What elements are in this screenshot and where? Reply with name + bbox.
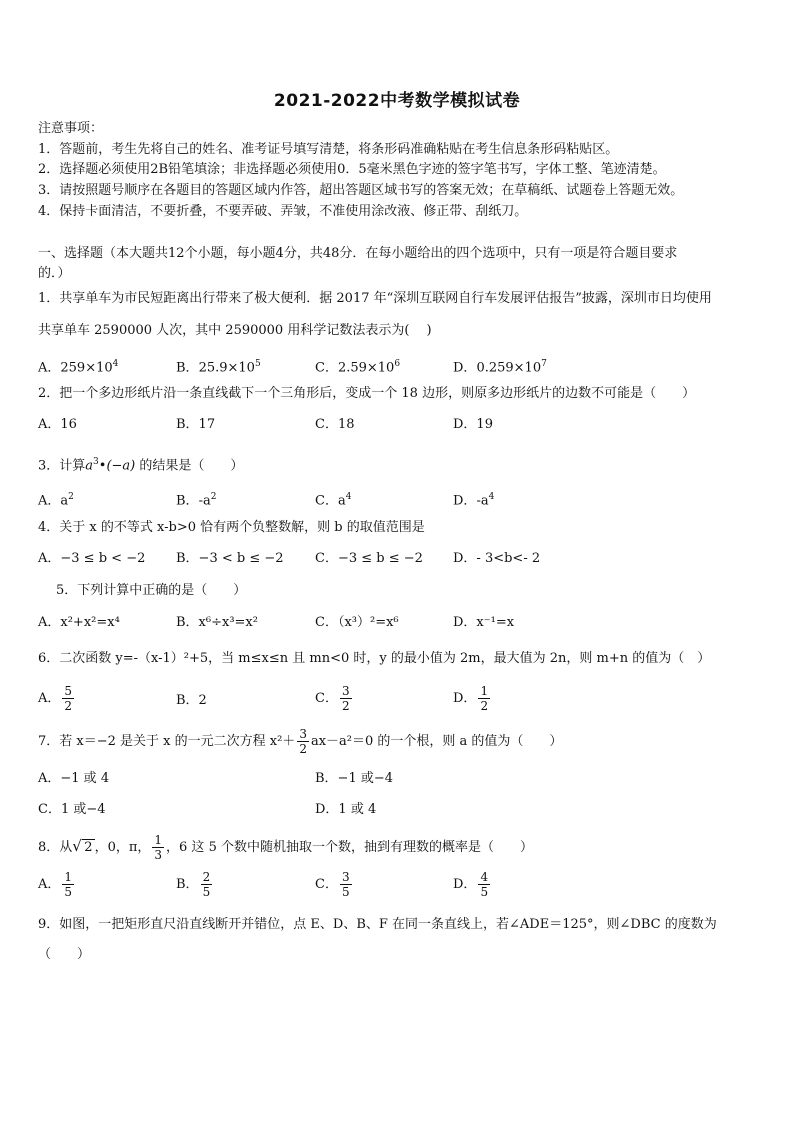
q8-option-a: A． $\frac{1}{5}$ bbox=[38, 870, 73, 899]
fraction: $\frac{4}{5}$ bbox=[480, 870, 489, 899]
q9-stem-line-1: 9．如图，一把矩形直尺沿直线断开并错位，点 E、D、B、F 在同一条直线上，若∠ADE＝125°，则∠DBC 的度数为 bbox=[38, 917, 717, 932]
q2-option-b: B．17 bbox=[176, 417, 216, 432]
q1-stem-line-2: 共享单车 2590000 人次，其中 2590000 用科学记数法表示为( ) bbox=[38, 323, 432, 338]
q1-stem-line-1: 1．共享单车为市民短距离出行带来了极大便利．据 2017 年“深圳互联网自行车发展评估报告”披露，深圳市日均使用 bbox=[38, 291, 712, 306]
q3-stem: 3．计算$a^3•(-a)$ 的结果是（ ） bbox=[38, 457, 244, 474]
q5-option-b: B．x⁶÷x³=x² bbox=[176, 615, 258, 630]
q8-option-b: B． $\frac{2}{5}$ bbox=[176, 870, 211, 899]
fraction: $\frac{5}{2}$ bbox=[64, 684, 73, 713]
q2-option-d: D．19 bbox=[453, 417, 493, 432]
q6-option-a: A． $\frac{5}{2}$ bbox=[38, 684, 73, 713]
fraction: $\frac{1}{5}$ bbox=[64, 870, 73, 899]
q5-option-d: D．x⁻¹=x bbox=[453, 615, 515, 630]
q5-option-a: A．x²+x²=x⁴ bbox=[38, 615, 120, 630]
q4-option-c: C．−3 ≤ b ≤ −2 bbox=[315, 551, 423, 566]
q2-stem: 2．把一个多边形纸片沿一条直线截下一个三角形后，变成一个 18 边形，则原多边形纸片的边数不可能是（ ） bbox=[38, 386, 696, 401]
q3-option-d: D．$-a^4$ bbox=[453, 492, 495, 509]
q4-option-a: A．−3 ≤ b < −2 bbox=[38, 551, 146, 566]
q7-option-a: A．−1 或 4 bbox=[38, 771, 110, 786]
fraction: $\frac{3}{2}$ bbox=[341, 684, 350, 713]
q9-stem-line-2: （ ） bbox=[38, 947, 91, 962]
q3-option-c: C．$a^4$ bbox=[315, 492, 352, 509]
notice-item-2: 2．选择题必须使用2B铅笔填涂；非选择题必须使用0．5毫米黑色字迹的签字笔书写，字体工整、笔迹清楚。 bbox=[38, 162, 666, 177]
q8-option-d: D． $\frac{4}{5}$ bbox=[453, 870, 489, 899]
fraction: $\frac{3}{5}$ bbox=[341, 870, 350, 899]
q1-option-b: B．$25.9\times 10^5$ bbox=[176, 359, 261, 376]
q1-option-a: A．$259\times 10^4$ bbox=[38, 359, 119, 376]
q3-option-b: B．$-a^2$ bbox=[176, 492, 217, 509]
q8-stem: 8．从√ 2 ，0，π， $\frac{1}{3}$ ，6 这 5 个数中随机抽取一个数，抽到有理数的概率是（ ） bbox=[38, 833, 533, 862]
q6-option-b: B．2 bbox=[176, 693, 207, 708]
q2-option-c: C．18 bbox=[315, 417, 355, 432]
q6-option-c: C． $\frac{3}{2}$ bbox=[315, 684, 350, 713]
q6-stem: 6．二次函数 y=-（x-1）²+5，当 m≤x≤n 且 mn<0 时，y 的最小值为 2m，最大值为 2n，则 m+n 的值为（ ） bbox=[38, 651, 711, 666]
q4-option-b: B．−3 < b ≤ −2 bbox=[176, 551, 284, 566]
notice-item-1: 1．答题前，考生先将自己的姓名、准考证号填写清楚，将条形码准确粘贴在考生信息条形码粘贴区。 bbox=[38, 142, 619, 157]
notice-item-3: 3．请按照题号顺序在各题目的答题区域内作答，超出答题区域书写的答案无效；在草稿纸、试题卷上答题无效。 bbox=[38, 183, 684, 198]
section-heading-line-1: 一、选择题（本大题共12个小题，每小题4分，共48分．在每小题给出的四个选项中，只有一项是符合题目要求 bbox=[38, 246, 678, 261]
notice-heading: 注意事项： bbox=[38, 121, 104, 136]
section-heading-line-2: 的．） bbox=[38, 266, 71, 281]
q6-option-d: D． $\frac{1}{2}$ bbox=[453, 684, 489, 713]
q4-option-d: D．- 3<b<- 2 bbox=[453, 551, 541, 566]
square-root: √ 2 bbox=[72, 839, 94, 857]
q5-stem: 5．下列计算中正确的是（ ） bbox=[56, 583, 247, 598]
q7-stem: 7．若 x＝−2 是关于 x 的一元二次方程 x²＋ $\frac{3}{2}$ ax－a²＝0 的一个根，则 a 的值为（ ） bbox=[38, 727, 563, 756]
q4-stem: 4．关于 x 的不等式 x-b>0 恰有两个负整数解，则 b 的取值范围是 bbox=[38, 520, 425, 535]
q1-option-d: D．$0.259\times 10^7$ bbox=[453, 359, 547, 376]
q7-option-d: D．1 或 4 bbox=[315, 802, 377, 817]
q5-option-c: C．（x³）²=x⁶ bbox=[315, 615, 399, 630]
q8-option-c: C． $\frac{3}{5}$ bbox=[315, 870, 350, 899]
fraction: $\frac{1}{2}$ bbox=[480, 684, 489, 713]
q7-option-b: B．−1 或−4 bbox=[315, 771, 394, 786]
q2-option-a: A．16 bbox=[38, 417, 77, 432]
fraction: $\frac{1}{3}$ bbox=[154, 833, 163, 862]
fraction: $\frac{2}{5}$ bbox=[202, 870, 211, 899]
q1-option-c: C．$2.59\times 10^6$ bbox=[315, 359, 401, 376]
q7-option-c: C．1 或−4 bbox=[38, 802, 106, 817]
notice-item-4: 4．保持卡面清洁，不要折叠，不要弄破、弄皱，不准使用涂改液、修正带、刮纸刀。 bbox=[38, 204, 528, 219]
exam-title: 2021-2022中考数学模拟试卷 bbox=[273, 91, 521, 111]
q3-option-a: A．$a^2$ bbox=[38, 492, 74, 509]
fraction: $\frac{3}{2}$ bbox=[299, 727, 307, 756]
